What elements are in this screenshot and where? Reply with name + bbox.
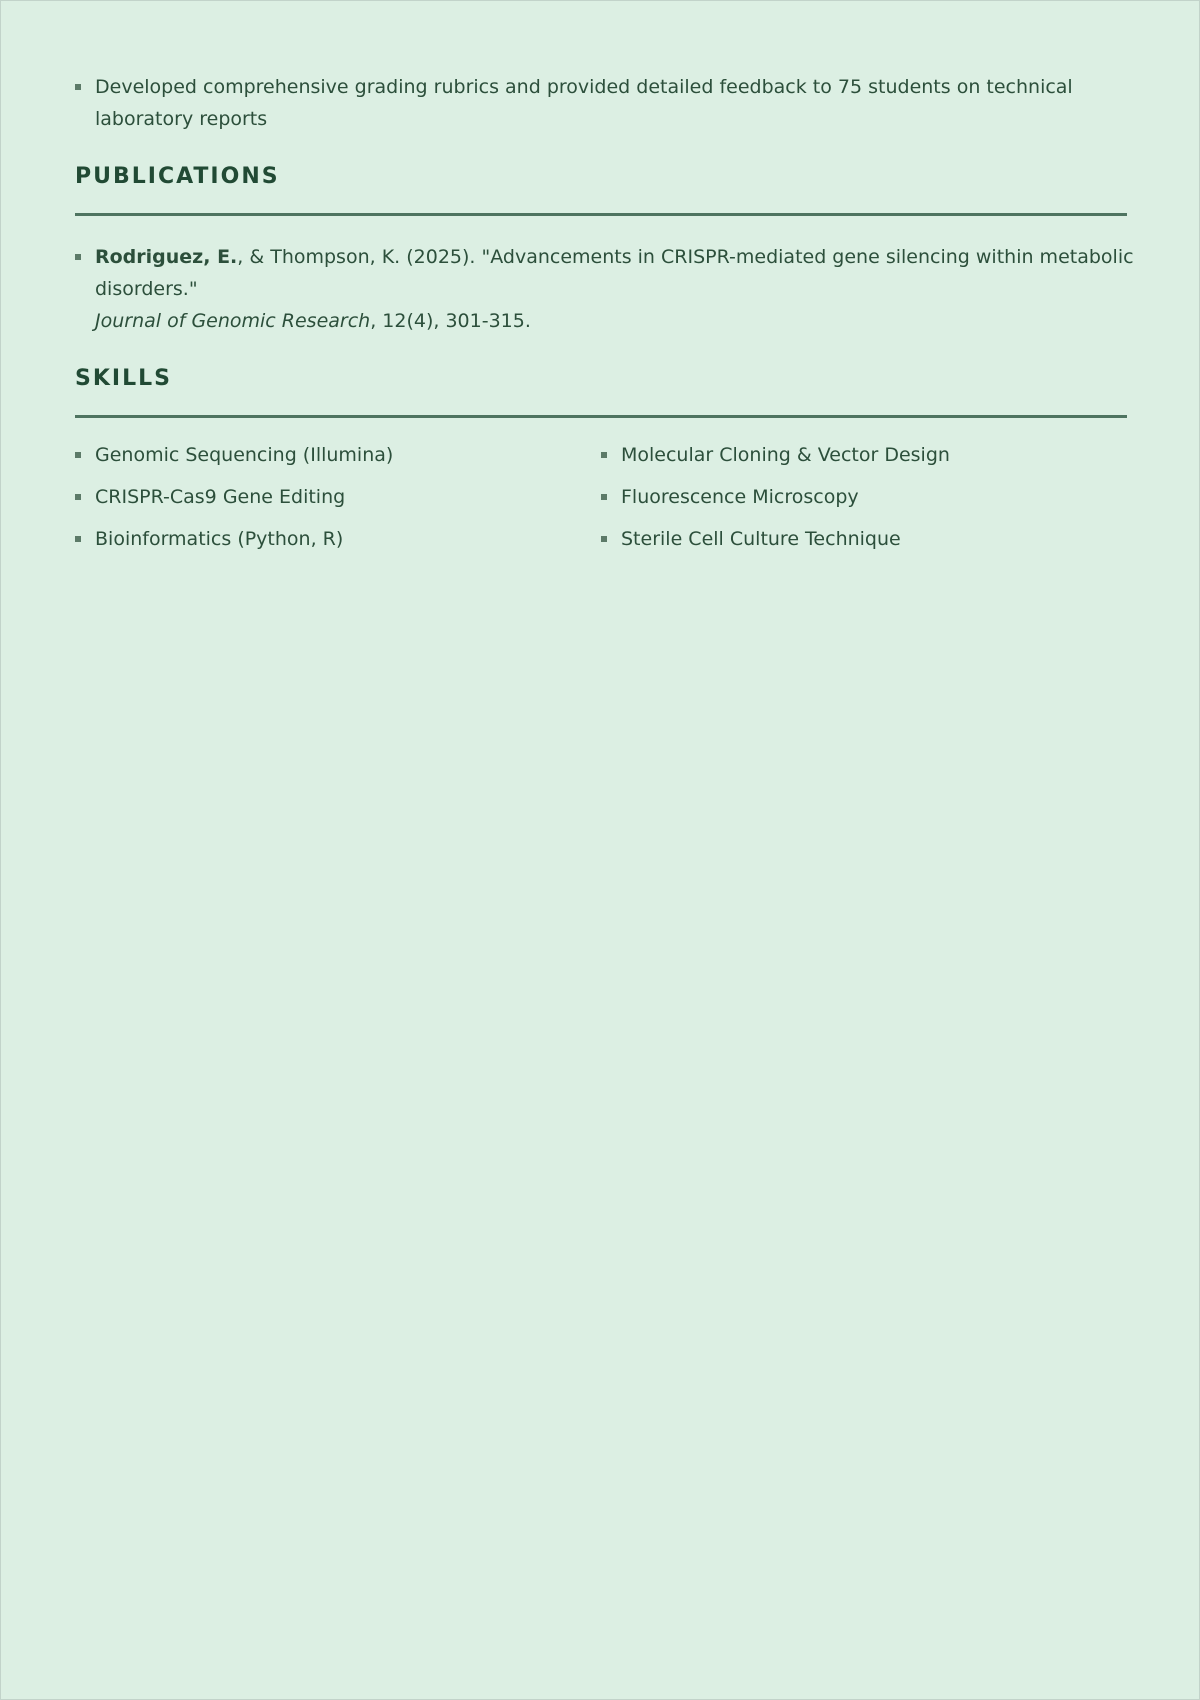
skill-label: Bioinformatics (Python, R) [95,528,344,550]
publication-journal: Journal of Genomic Research [95,310,371,332]
publications-list [75,241,1141,337]
publications-heading: PUBLICATIONS [75,164,280,189]
skill-item [601,481,1127,513]
skills-divider [75,415,1127,418]
skill-item [75,481,601,513]
skill-item [75,523,601,555]
skills-heading: SKILLS [75,366,172,391]
experience-bullet-list [75,71,1141,135]
square-bullet-icon [75,494,81,500]
square-bullet-icon [75,452,81,458]
skill-label: Sterile Cell Culture Technique [621,528,901,550]
square-bullet-icon [75,536,81,542]
skill-item [601,439,1127,471]
skill-label: CRISPR-Cas9 Gene Editing [95,486,346,508]
publication-details: , 12(4), 301-315. [370,310,531,332]
resume-page [1,1,1200,1700]
square-bullet-icon [601,536,607,542]
square-bullet-icon [601,452,607,458]
experience-bullet-item [75,71,1141,135]
publication-item [75,241,1141,337]
publications-divider [75,213,1127,216]
square-bullet-icon [75,84,81,90]
square-bullet-icon [601,494,607,500]
publication-citation: , & Thompson, K. (2025). "Advancements in CRISPR-mediated gene silencing within metabolic disorders." [95,246,1134,300]
publication-author: Rodriguez, E. [95,246,238,268]
experience-bullets [75,71,1141,135]
skill-label: Molecular Cloning & Vector Design [621,444,950,466]
skills-list [75,439,1127,555]
skill-label: Genomic Sequencing (Illumina) [95,444,394,466]
experience-bullet-text: Developed comprehensive grading rubrics and provided detailed feedback to 75 students on technical laboratory reports [95,76,1073,130]
skill-label: Fluorescence Microscopy [621,486,859,508]
skill-item [75,439,601,471]
skill-item [601,523,1127,555]
square-bullet-icon [75,254,81,260]
